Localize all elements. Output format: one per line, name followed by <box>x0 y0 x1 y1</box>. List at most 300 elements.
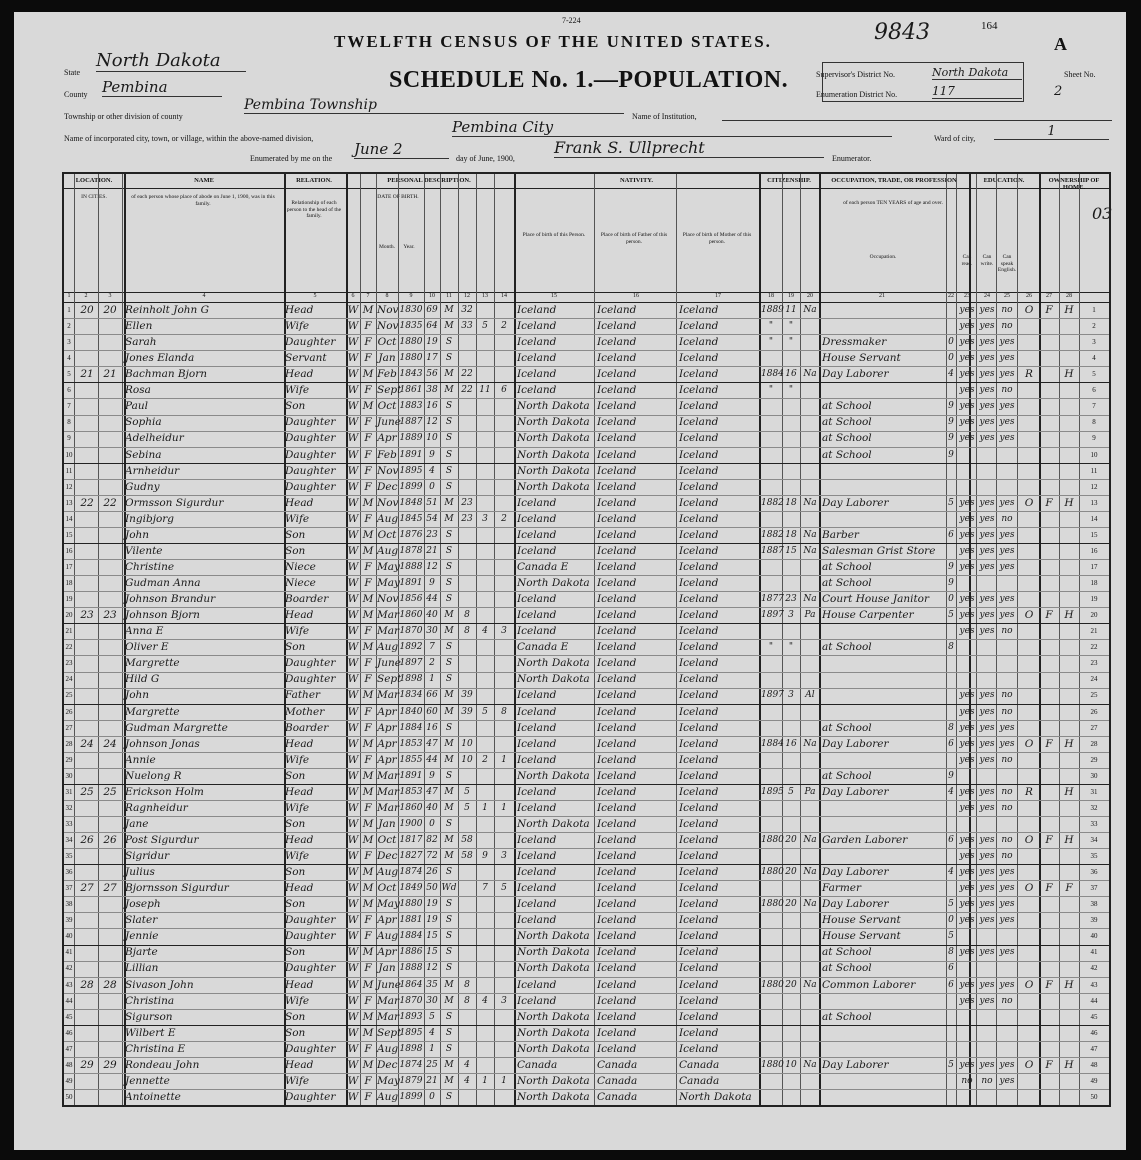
cell-bf: Iceland <box>597 785 637 798</box>
cell-yus <box>783 511 799 527</box>
cell-n: 32 <box>65 803 73 812</box>
group-occupation: OCCUPATION, TRADE, OR PROFESSION <box>831 177 957 184</box>
cell-year: 1891 <box>399 449 423 460</box>
cell-rel: Head <box>285 1058 314 1071</box>
cell-occ <box>822 800 945 816</box>
cell-n: 12 <box>65 482 73 491</box>
cell-mar: S <box>445 353 453 364</box>
enumeration-value: 117 <box>932 84 1022 99</box>
cell-ch2 <box>495 350 513 366</box>
cell-sex: M <box>362 609 374 622</box>
table-row <box>64 575 1109 592</box>
cell-fam <box>99 687 121 703</box>
cell-n: 49 <box>65 1076 73 1085</box>
cell-occ: Common Laborer <box>822 978 916 991</box>
cell-year: 1860 <box>399 802 423 813</box>
cell-month: Mar <box>377 609 400 622</box>
cell-n: 36 <box>65 868 73 877</box>
column-number: 27 <box>1046 293 1052 299</box>
cell-yrs <box>459 912 475 928</box>
cell-n: 19 <box>65 595 73 604</box>
cell-ch1 <box>477 398 493 414</box>
cell-bm: Iceland <box>679 352 719 365</box>
cell-dw <box>77 447 97 463</box>
cell-age: 40 <box>426 802 438 813</box>
cell-mo <box>947 687 955 703</box>
cell-imm <box>761 479 781 495</box>
cell-nat <box>801 1041 819 1057</box>
cell-rel: Wife <box>285 994 310 1007</box>
cell-mo: 0 <box>948 353 954 364</box>
cell-yus <box>783 479 799 495</box>
cell-imm: 1882 <box>761 497 784 508</box>
cell-bf: Iceland <box>597 898 637 911</box>
cell-color: W <box>347 464 359 477</box>
cell-month: Mar <box>377 689 400 702</box>
cell-bm: Iceland <box>679 609 719 622</box>
cell-month: Dec <box>377 480 398 493</box>
cell-rd: yes <box>959 899 975 910</box>
cell-nat: Na <box>803 834 817 845</box>
cell-age: 2 <box>429 658 435 669</box>
cell-age: 0 <box>429 1091 435 1102</box>
cell-year: 1870 <box>399 626 423 637</box>
column-number: 20 <box>807 293 813 299</box>
cell-rel: Wife <box>285 1074 310 1087</box>
cell-hf: H <box>1064 304 1074 316</box>
cell-name: Wilbert E <box>125 1026 176 1039</box>
cell-name: Bjornsson Sigurdur <box>125 882 229 895</box>
sheet-label: Sheet No. <box>1064 70 1096 79</box>
cell-dw <box>77 1089 97 1105</box>
cell-mar: M <box>444 802 454 813</box>
county-label: County <box>64 90 88 99</box>
cell-nat: Na <box>803 738 817 749</box>
cell-mar: S <box>445 449 453 460</box>
cell-hf <box>1060 479 1078 495</box>
cell-imm <box>761 655 781 671</box>
cell-year: 1880 <box>399 353 423 364</box>
cell-fm: F <box>1045 1058 1053 1071</box>
cell-year: 1886 <box>399 947 423 958</box>
cell-name: Gudman Margrette <box>125 721 228 734</box>
cell-hf <box>1060 912 1078 928</box>
group-citizenship: CITIZENSHIP. <box>767 177 811 184</box>
cell-name: Ragnheidur <box>125 801 188 814</box>
cell-bf: Iceland <box>597 1026 637 1039</box>
cell-fam <box>99 720 121 736</box>
cell-rd: yes <box>959 690 975 701</box>
cell-dw: 26 <box>80 833 94 846</box>
cell-age: 21 <box>426 545 438 556</box>
cell-dw <box>77 720 97 736</box>
cell-color: W <box>347 721 359 734</box>
table-row <box>64 463 1109 480</box>
cell-wr: yes <box>979 433 995 444</box>
cell-bm: Iceland <box>679 448 719 461</box>
cell-dw <box>77 671 97 687</box>
cell-yrs: 58 <box>461 834 473 845</box>
cell-ch1: 4 <box>482 995 488 1006</box>
table-row <box>64 768 1109 785</box>
cell-hf <box>1060 816 1078 832</box>
subhead-relation: Relationship of each person to the head of the family. <box>286 200 342 219</box>
cell-year: 1891 <box>399 578 423 589</box>
cell-sex: M <box>362 817 374 830</box>
cell-month: Aug <box>377 930 399 943</box>
cell-imm: 1884 <box>761 738 784 749</box>
cell-imm <box>761 993 781 1009</box>
cell-bm: Iceland <box>679 432 719 445</box>
cell-name: Jennie <box>125 930 159 943</box>
cell-occ <box>822 623 945 639</box>
cell-color: W <box>347 850 359 863</box>
cell-en: no <box>1001 690 1013 701</box>
cell-en <box>998 639 1016 655</box>
cell-yus <box>783 880 799 896</box>
cell-en <box>998 1041 1016 1057</box>
cell-color: W <box>347 336 359 349</box>
table-row <box>64 1025 1109 1042</box>
row-number-right: 36 <box>1090 868 1098 877</box>
cell-sex: F <box>364 1042 372 1055</box>
cell-fam: 28 <box>103 978 117 991</box>
cell-month: June <box>377 657 401 670</box>
cell-wr <box>978 960 996 976</box>
cell-own <box>1020 382 1038 398</box>
cell-rel: Daughter <box>285 930 336 943</box>
cell-hf <box>1060 960 1078 976</box>
cell-age: 7 <box>429 642 435 653</box>
cell-ch2: 2 <box>501 513 507 524</box>
cell-mar: M <box>444 834 454 845</box>
cell-rel: Daughter <box>285 336 336 349</box>
cell-rel: Daughter <box>285 962 336 975</box>
row-number-right: 9 <box>1092 434 1096 443</box>
supervisor-label: Supervisor's District No. <box>816 70 895 79</box>
cell-dw <box>77 1025 97 1041</box>
table-row <box>64 511 1109 528</box>
cell-yrs: 4 <box>464 1059 470 1070</box>
cell-occ: Day Laborer <box>822 368 889 381</box>
cell-age: 0 <box>429 818 435 829</box>
cell-dw <box>77 655 97 671</box>
cell-own: O <box>1024 882 1034 895</box>
cell-dw <box>77 414 97 430</box>
cell-imm <box>761 575 781 591</box>
cell-ch1: 7 <box>482 883 488 894</box>
cell-mar: S <box>445 529 453 540</box>
cell-name: Jennette <box>125 1074 170 1087</box>
cell-ch1 <box>477 832 493 848</box>
cell-color: W <box>347 898 359 911</box>
cell-month: Mar <box>377 785 400 798</box>
cell-bp: Iceland <box>517 721 557 734</box>
row-number-right: 35 <box>1090 852 1098 861</box>
cell-name: Erickson Holm <box>125 785 204 798</box>
cell-own <box>1020 334 1038 350</box>
cell-nat <box>801 447 819 463</box>
cell-imm <box>761 944 781 960</box>
cell-rd: yes <box>959 947 975 958</box>
cell-nat <box>801 848 819 864</box>
table-row <box>64 1041 1109 1058</box>
subhead-occupation: Occupation. <box>869 254 897 260</box>
cell-bm: Iceland <box>679 850 719 863</box>
cell-sex: M <box>362 946 374 959</box>
cell-own <box>1020 704 1038 720</box>
cell-bf: Iceland <box>597 304 637 316</box>
cell-en: no <box>1001 706 1013 717</box>
cell-n: 15 <box>65 530 73 539</box>
cell-bp: North Dakota <box>517 657 590 670</box>
cell-bf: Iceland <box>597 962 637 975</box>
cell-year: 1892 <box>399 642 423 653</box>
cell-fm: F <box>1045 978 1053 991</box>
cell-fam <box>99 559 121 575</box>
subhead-month: Month. <box>378 244 396 250</box>
cell-n: 23 <box>65 659 73 668</box>
cell-bp: Iceland <box>517 625 557 638</box>
cell-yrs <box>459 960 475 976</box>
cell-n: 16 <box>65 546 73 555</box>
cell-mar: M <box>444 979 454 990</box>
cell-n: 21 <box>65 627 73 636</box>
cell-ch2 <box>495 1089 513 1105</box>
cell-bf: Iceland <box>597 512 637 525</box>
cell-fm <box>1040 960 1058 976</box>
cell-age: 19 <box>426 915 438 926</box>
cell-n: 38 <box>65 900 73 909</box>
cell-wr <box>978 479 996 495</box>
cell-yrs <box>459 334 475 350</box>
cell-imm <box>761 1025 781 1041</box>
cell-yrs: 8 <box>464 995 470 1006</box>
cell-dw <box>77 639 97 655</box>
row-number-right: 26 <box>1090 707 1098 716</box>
cell-mar: M <box>444 706 454 717</box>
cell-mar: S <box>445 561 453 572</box>
cell-bp: North Dakota <box>517 817 590 830</box>
cell-month: Dec <box>377 1058 398 1071</box>
column-number: 13 <box>482 293 488 299</box>
cell-age: 17 <box>426 353 438 364</box>
cell-sex: M <box>362 833 374 846</box>
cell-name: Gudny <box>125 480 160 493</box>
cell-fam <box>99 1009 121 1025</box>
cell-sex: M <box>362 528 374 541</box>
cell-bm: Iceland <box>679 304 719 316</box>
cell-fm <box>1040 800 1058 816</box>
cell-dw <box>77 912 97 928</box>
cell-name: John <box>125 689 150 702</box>
cell-ch1: 4 <box>482 626 488 637</box>
cell-ch1 <box>477 816 493 832</box>
cell-n: 37 <box>65 884 73 893</box>
cell-bm: Iceland <box>679 416 719 429</box>
cell-nat <box>801 993 819 1009</box>
cell-n: 33 <box>65 819 73 828</box>
cell-en: yes <box>999 545 1015 556</box>
cell-ch1 <box>477 543 493 559</box>
cell-age: 4 <box>429 465 435 476</box>
cell-ch1 <box>477 463 493 479</box>
cell-nat <box>801 1025 819 1041</box>
cell-rd: yes <box>959 433 975 444</box>
cell-dw <box>77 928 97 944</box>
cell-wr: yes <box>979 867 995 878</box>
cell-n: 34 <box>65 835 73 844</box>
cell-wr: yes <box>979 802 995 813</box>
cell-fam <box>99 334 121 350</box>
cell-bf: Canada <box>597 1074 638 1087</box>
cell-name: Paul <box>125 400 148 413</box>
cell-age: 23 <box>426 529 438 540</box>
cell-hf <box>1060 896 1078 912</box>
cell-age: 5 <box>429 1011 435 1022</box>
cell-ch1 <box>477 960 493 976</box>
cell-own: O <box>1024 833 1034 846</box>
cell-rd: yes <box>959 834 975 845</box>
cell-en <box>998 1009 1016 1025</box>
cell-rd <box>958 639 976 655</box>
cell-rel: Son <box>285 641 306 654</box>
table-row <box>64 543 1109 560</box>
cell-year: 1879 <box>399 1075 423 1086</box>
cell-en <box>998 768 1016 784</box>
cell-color: W <box>347 368 359 381</box>
cell-sex: M <box>362 368 374 381</box>
cell-ch1 <box>477 447 493 463</box>
cell-nat <box>801 334 819 350</box>
cell-hf: H <box>1064 368 1074 381</box>
cell-yus <box>783 1041 799 1057</box>
cell-fam <box>99 318 121 334</box>
row-number-right: 8 <box>1092 418 1096 427</box>
cell-en: yes <box>999 610 1015 621</box>
cell-yrs: 22 <box>461 369 473 380</box>
cell-hf: H <box>1064 1058 1074 1071</box>
cell-imm <box>761 704 781 720</box>
cell-color: W <box>347 304 359 316</box>
cell-fam: 29 <box>103 1058 117 1071</box>
cell-color: W <box>347 657 359 670</box>
row-number-right: 41 <box>1090 948 1098 957</box>
cell-wr <box>978 639 996 655</box>
cell-mo <box>947 511 955 527</box>
cell-own <box>1020 816 1038 832</box>
cell-bp: Iceland <box>517 496 557 509</box>
cell-ch2 <box>495 543 513 559</box>
group-nativity: NATIVITY. <box>619 177 654 184</box>
cell-en: no <box>1001 834 1013 845</box>
cell-ch2 <box>495 366 513 382</box>
cell-mar: S <box>445 770 453 781</box>
table-row <box>64 350 1109 367</box>
cell-occ <box>822 302 945 318</box>
cell-mo <box>947 463 955 479</box>
cell-mar: S <box>445 963 453 974</box>
cell-fam <box>99 944 121 960</box>
row-number-right: 48 <box>1090 1060 1098 1069</box>
cell-wr: yes <box>979 851 995 862</box>
cell-bm: Iceland <box>679 625 719 638</box>
cell-year: 1884 <box>399 722 423 733</box>
cell-hf <box>1060 1089 1078 1105</box>
cell-bm: Iceland <box>679 641 719 654</box>
cell-nat <box>801 704 819 720</box>
cell-color: W <box>347 448 359 461</box>
cell-sex: F <box>364 705 372 718</box>
cell-yrs <box>459 575 475 591</box>
cell-fm <box>1040 1089 1058 1105</box>
cell-month: June <box>377 416 401 429</box>
cell-sex: M <box>362 978 374 991</box>
cell-ch1 <box>477 302 493 318</box>
cell-occ: Day Laborer <box>822 866 889 879</box>
cell-nat <box>801 382 819 398</box>
cell-color: W <box>347 560 359 573</box>
cell-imm: 1880 <box>761 979 784 990</box>
row-number-right: 37 <box>1090 884 1098 893</box>
cell-bf: Iceland <box>597 384 637 397</box>
table-row <box>64 864 1109 881</box>
cell-rel: Daughter <box>285 657 336 670</box>
cell-rel: Wife <box>285 625 310 638</box>
cell-fm <box>1040 848 1058 864</box>
cell-ch1 <box>477 1057 493 1073</box>
row-number-right: 47 <box>1090 1044 1098 1053</box>
cell-year: 1817 <box>399 834 423 845</box>
cell-name: Adelheidur <box>125 432 184 445</box>
cell-rd <box>958 463 976 479</box>
cell-age: 60 <box>426 706 438 717</box>
cell-ch1 <box>477 768 493 784</box>
cell-name: Johnson Brandur <box>125 593 216 606</box>
cell-yus <box>783 704 799 720</box>
cell-name: Vilente <box>125 544 163 557</box>
row-number-right: 13 <box>1090 498 1098 507</box>
cell-dw: 29 <box>80 1058 94 1071</box>
cell-imm <box>761 800 781 816</box>
cell-mar: M <box>444 497 454 508</box>
table-row <box>64 848 1109 865</box>
cell-mo <box>947 993 955 1009</box>
cell-mar: M <box>444 385 454 396</box>
cell-bf: Iceland <box>597 400 637 413</box>
cell-month: Jan <box>378 817 396 830</box>
cell-nat <box>801 430 819 446</box>
cell-age: 15 <box>426 947 438 958</box>
table-row <box>64 639 1109 656</box>
cell-n: 24 <box>65 675 73 684</box>
cell-rd <box>958 479 976 495</box>
cell-name: Anna E <box>125 625 164 638</box>
cell-sex: M <box>362 304 374 316</box>
cell-ch2 <box>495 768 513 784</box>
table-row <box>64 302 1109 319</box>
cell-color: W <box>347 930 359 943</box>
cell-age: 10 <box>426 433 438 444</box>
group-name: NAME <box>194 177 214 184</box>
cell-en: yes <box>999 594 1015 605</box>
cell-name: Sebina <box>125 448 162 461</box>
cell-month: Nov <box>377 304 399 316</box>
cell-yus <box>783 447 799 463</box>
cell-month: May <box>377 577 400 590</box>
cell-rd: yes <box>959 369 975 380</box>
cell-nat: Na <box>803 979 817 990</box>
